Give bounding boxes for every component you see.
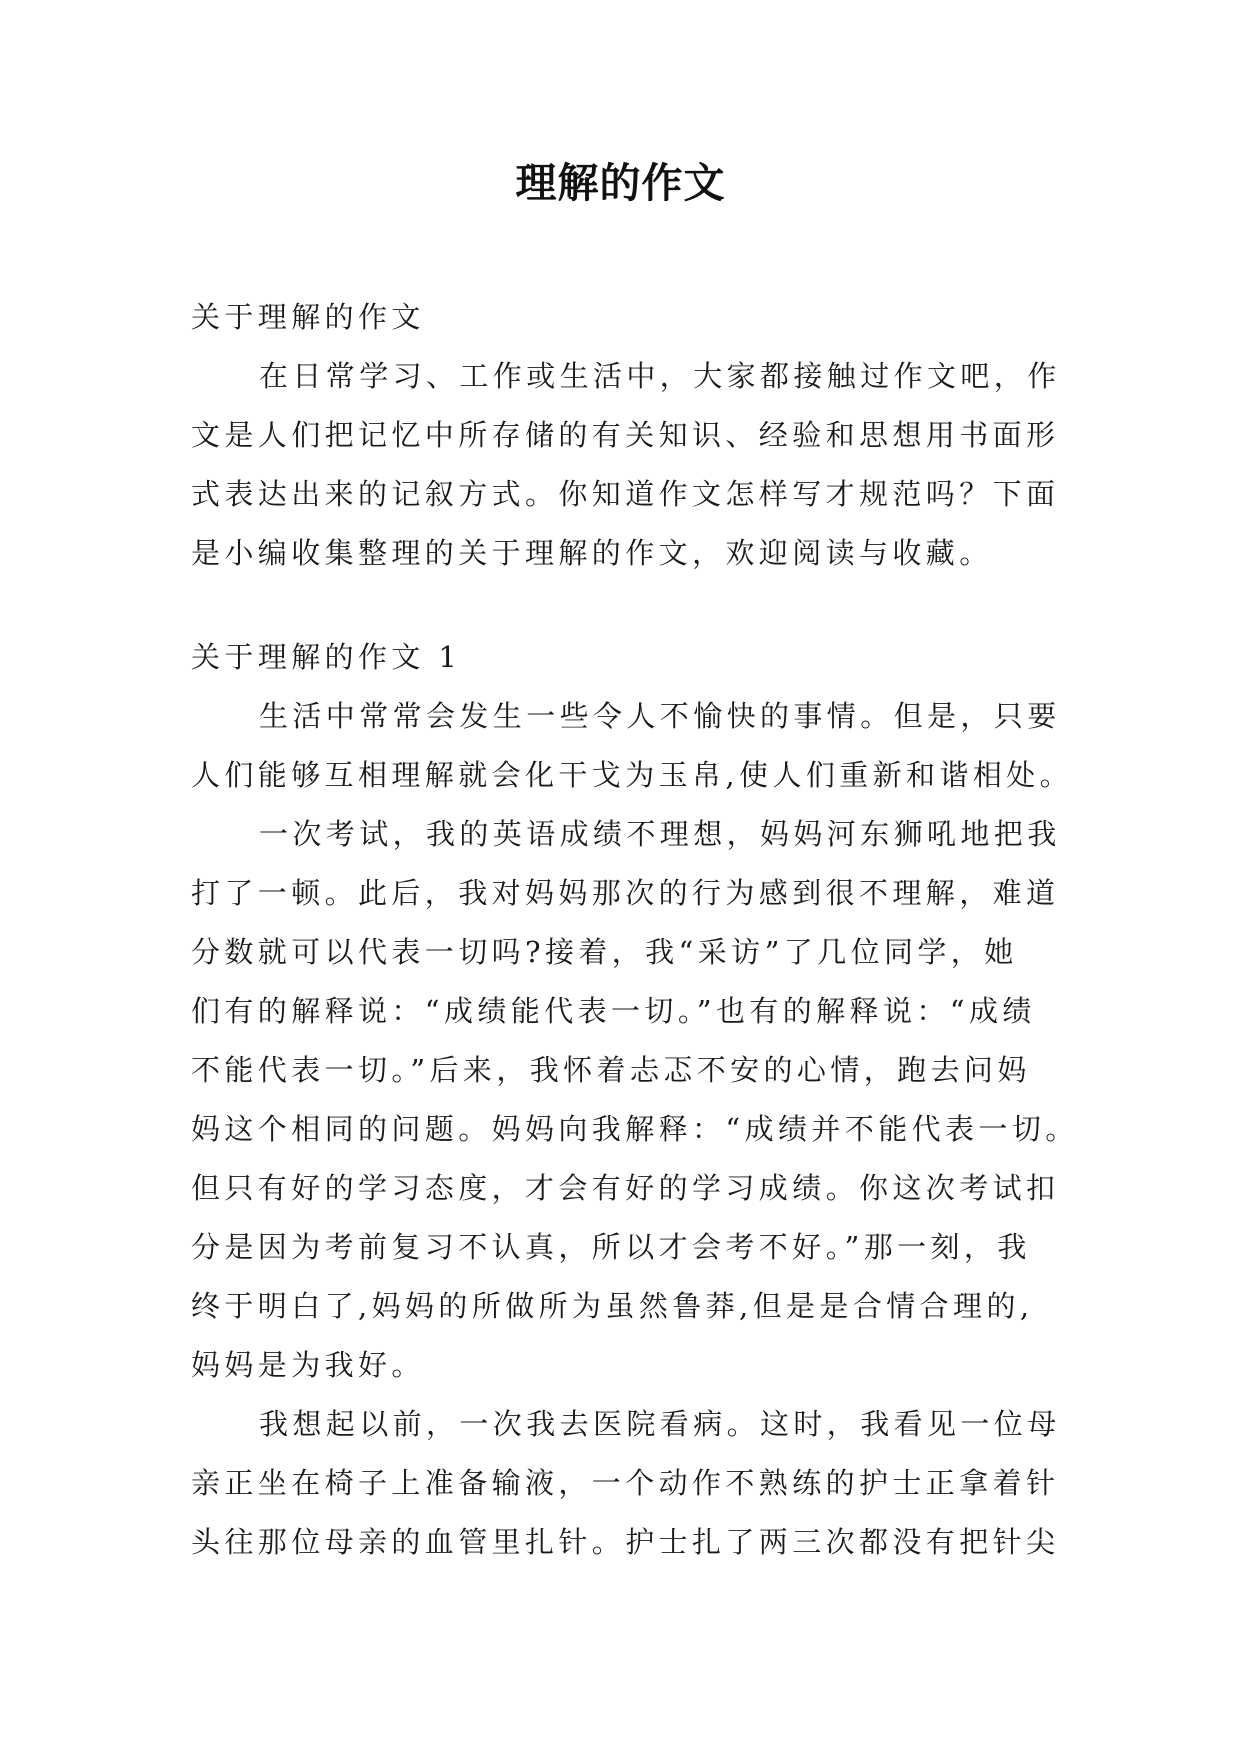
text-line: 在日常学习、工作或生活中，大家都接触过作文吧，作 (259, 359, 1061, 393)
text-line: 不能代表一切。”后来，我怀着忐忑不安的心情，跑去问妈 (191, 1053, 1031, 1087)
text-line: 是小编收集整理的关于理解的作文，欢迎阅读与收藏。 (191, 536, 993, 570)
essay-paragraph-2 (191, 805, 1079, 1395)
text-line: 们有的解释说：“成绩能代表一切。”也有的解释说：“成绩 (191, 994, 1036, 1028)
text-line: 亲正坐在椅子上准备输液，一个动作不熟练的护士正拿着针 (191, 1466, 1060, 1500)
text-line: 人们能够互相理解就会化干戈为玉帛,使人们重新和谐相处。 (191, 758, 1074, 792)
text-line: 一次考试，我的英语成绩不理想，妈妈河东狮吼地把我 (259, 817, 1061, 851)
text-line: 终于明白了,妈妈的所做所为虽然鲁莽,但是是合情合理的, (191, 1289, 1034, 1323)
text-line: 妈妈是为我好。 (191, 1348, 425, 1382)
text-line: 我想起以前，一次我去医院看病。这时，我看见一位母 (259, 1407, 1061, 1441)
intro-heading: 关于理解的作文 (191, 300, 425, 334)
essay-paragraph-1 (191, 687, 1074, 805)
text-line: 文是人们把记忆中所存储的有关知识、经验和思想用书面形 (191, 418, 1060, 452)
text-line: 打了一顿。此后，我对妈妈那次的行为感到很不理解，难道 (191, 876, 1060, 910)
paragraph-gap (191, 583, 1059, 628)
document-body (191, 288, 1079, 1572)
essay-heading: 关于理解的作文 1 (191, 640, 462, 674)
text-line: 妈这个相同的问题。妈妈向我解释：“成绩并不能代表一切。 (191, 1112, 1079, 1146)
text-line: 头往那位母亲的血管里扎针。护士扎了两三次都没有把针尖 (191, 1525, 1060, 1559)
text-line: 式表达出来的记叙方式。你知道作文怎样写才规范吗？下面 (191, 477, 1060, 511)
intro-paragraph (191, 347, 1059, 583)
text-line: 分是因为考前复习不认真，所以才会考不好。”那一刻，我 (191, 1230, 1031, 1264)
essay-paragraph-3 (191, 1395, 1059, 1572)
text-line: 分数就可以代表一切吗?接着，我“采访”了几位同学，她 (191, 935, 1018, 969)
text-line: 但只有好的学习态度，才会有好的学习成绩。你这次考试扣 (191, 1171, 1060, 1205)
document-title: 理解的作文 (515, 159, 726, 207)
text-line: 生活中常常会发生一些令人不愉快的事情。但是，只要 (259, 699, 1061, 733)
